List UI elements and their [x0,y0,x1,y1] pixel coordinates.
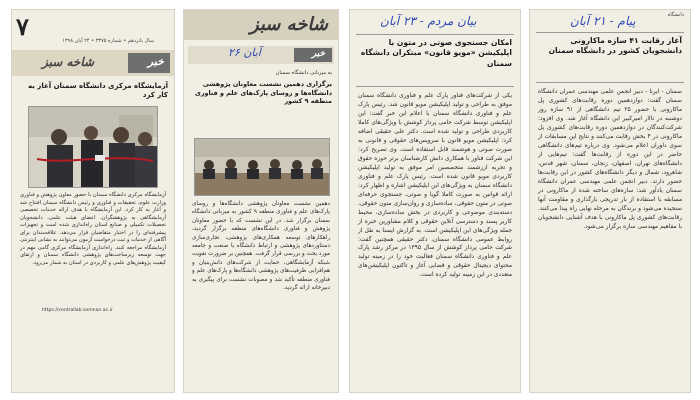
headline: امکان جستجوی صوتی در متون با اپلیکیشن «مویو قانون» مبتکران دانشگاه سمنان [360,38,512,68]
section-tag: خبر [311,49,325,59]
clipping-semnan-central-lab [12,10,174,392]
lab-url: https://centrallab.semnan.ac.ir [42,308,113,313]
clipping-macaroni-bridge-contest [530,10,690,392]
masthead-band [184,10,338,40]
headline: آغاز رقابت ۴۱ سازه ماکارونی دانشجویان کشور در دانشگاه سمنان [548,36,682,56]
handwritten-date: بیان مردم - ۲۳ آبان [380,14,477,28]
page-label: دانشگاه [667,12,684,18]
section-tag: خبر [147,55,164,68]
headline: آزمایشگاه مرکزی دانشگاه سمنان آغاز به کار کرد [27,82,168,100]
headline: برگزاری دهمین نشست معاونان پژوهشی دانشگاه‌ها و روسای پارک‌های علم و فناوری منطقه ۹ کشور [195,80,332,106]
article-body: یکی از شرکت‌های فناور پارک علم و فناوری دانشگاه سمنان موفق به طراحی و تولید اپلیکیشن مویو قانون شد. رئیس پارک علم و فناوری دانشگاه سمنان با اعلام این خبر گفت: این اپلیکیشن توسط شرکت حامی پرداز کوشش با ویژگی‌های کاملا کاربردی طراحی و تولید شده است. دکتر علی حقیقی اضافه کرد: اپلیکیشن مویو قانون با سرویس‌های حقوقی و قانونی به صورت صوتی و هوشمند قابل استفاده است. وی تصریح کرد: این شرکت فناور با همکاری دانش کارشناسان برتر حوزه حقوق و تجربه ارزشمند متخصصین امر موفق به تولید اپلیکیشن کاربردی مویو قانون شده است. رئیس پارک علم و فناوری دانشگاه سمنان به ویژگی‌های این اپلیکیشن اشاره و اظهار کرد: ارائه قوانین به صورت کاملا گویا و صوتی، جستجوی حرفه‌ای صوتی در متون حقوقی، ساده‌سازی و روان‌سازی متون حقوقی، دسته‌بندی موضوعی و کاربردی در بخش ساده‌سازی، محیط کاربر پسند و دسترسی آنلاین حقوقی و کلام مشاورین خبره از جمله ویژگی‌های این اپلیکیشن است. به گزارش ایسنا به نقل از روابط عمومی دانشگاه سمنان، دکتر حقیقی همچنین گفت: شرکت حامی پرداز کوشش از سال ۱۳۹۵ در مرکز رشد پارک علم و فناوری دانشگاه سمنان فعالیت خود را در زمینه تولید محتوای دیجیتال حقوقی و قضایی آغاز و تاکنون اپلیکیشن‌های متعددی در این زمینه تولید کرده است. [358,93,512,279]
article-body: دهمین نشست معاونان پژوهشی دانشگاه‌ها و روسای پارک‌های علم و فناوری منطقه ۹ کشور به میزبانی دانشگاه سمنان برگزار شد. در این نشست که با حضور معاونان پژوهش و فناوری دانشگاه‌های منطقه برگزار گردید، راهکارهای توسعه همکاری‌های پژوهشی، تجاری‌سازی دستاوردهای پژوهشی و ارتباط دانشگاه با صنعت و جامعه مورد بحث و بررسی قرار گرفت. همچنین بر ضرورت تقویت شبکه آزمایشگاهی، حمایت از شرکت‌های دانش‌بنیان و هم‌افزایی ظرفیت‌های پژوهشی دانشگاه‌ها و پارک‌های علم و فناوری منطقه تأکید شد و مصوبات نشست برای پیگیری به دبیرخانه ارائه گردید. [192,201,330,291]
handwritten-date: پیام - ۲۱ آبان [570,14,636,28]
meeting-photo [194,138,330,196]
masthead-band [12,50,174,76]
top-rule [356,34,514,35]
headline-rule [356,86,514,87]
issue-line: سال پانزدهم • شماره ۳۳۷۵ • ۲۴ آبان ۱۳۹۸ [62,38,154,44]
clipping-research-deputies-meeting [184,10,338,392]
top-rule [536,32,684,33]
masthead-title: شاخه سبز [249,14,328,35]
headline-rule [536,82,684,83]
clipping-moyo-ghanoon-app [350,10,520,392]
handwritten-date: ۲۶ آبان [228,46,261,59]
masthead-title: شاخه سبز [42,55,95,69]
ribbon-cutting-photo [28,106,158,188]
article-body: سمنان - ایرنا - دبیر انجمن علمی مهندسی عمران دانشگاه سمنان گفت: دوازدهمین دوره رقابت‌های کشوری پل ماکارونی با حضور ۲۵ تیم دانشگاهی از ۹۱ سازه روز دوشنبه در تالار امیرکبیر این دانشگاه آغاز شد. وی افزود: شرکت‌کنندگان در دوازدهمین دوره رقابت‌های کشوری پل ماکارونی در ۴ بخش رقابت می‌کنند و نتایج این مسابقات از سوی داوران اعلام می‌شود. وی درباره تیم‌های دانشگاهی حاضر در این دوره از رقابت‌ها گفت: تیم‌هایی از دانشگاه‌های تهران، اصفهان، زنجان، سمنان، شهر قدس، شاهرود، شمال و دیگر دانشگاه‌های کشور در این رقابت‌ها حضور دارند. دبیر انجمن علمی مهندسی عمران دانشگاه سمنان یادآور شد: سازه‌های ساخته شده از ماکارونی در مسابقه با استفاده از بار تدریجی بارگذاری و مقاومت آنها سنجیده می‌شود و برندگان به مرحله نهایی راه پیدا می‌کنند. رقابت‌های کشوری پل ماکارونی با هدف آشنایی دانشجویان با مفاهیم مهندسی سازه برگزار می‌شود. [538,89,682,230]
kicker: به میزبانی دانشگاه سمنان [275,70,332,76]
tag-band [188,46,334,64]
article-body: آزمایشگاه مرکزی دانشگاه سمنان با حضور معاون پژوهش و فناوری وزارت علوم، تحقیقات و فناوری و رئیس دانشگاه سمنان افتتاح شد و آغاز به کار کرد. این آزمایشگاه با هدف ارائه خدمات تخصصی آزمایشگاهی به پژوهشگران، اعضای هیئت علمی، دانشجویان تحصیلات تکمیلی و صنایع استان راه‌اندازی شده است و تجهیزات پیشرفته‌ای را در اختیار متقاضیان قرار می‌دهد. علاقه‌مندان برای آگاهی از خدمات و ثبت درخواست آزمون می‌توانند به نشانی اینترنتی آزمایشگاه مراجعه کنند. راه‌اندازی آزمایشگاه مرکزی گامی مهم در جهت توسعه زیرساخت‌های پژوهشی دانشگاه سمنان و ارتقای کیفیت پژوهش‌های علمی و کاربردی در استان به شمار می‌رود. [20,192,166,266]
page-number: ۷ [16,12,29,41]
